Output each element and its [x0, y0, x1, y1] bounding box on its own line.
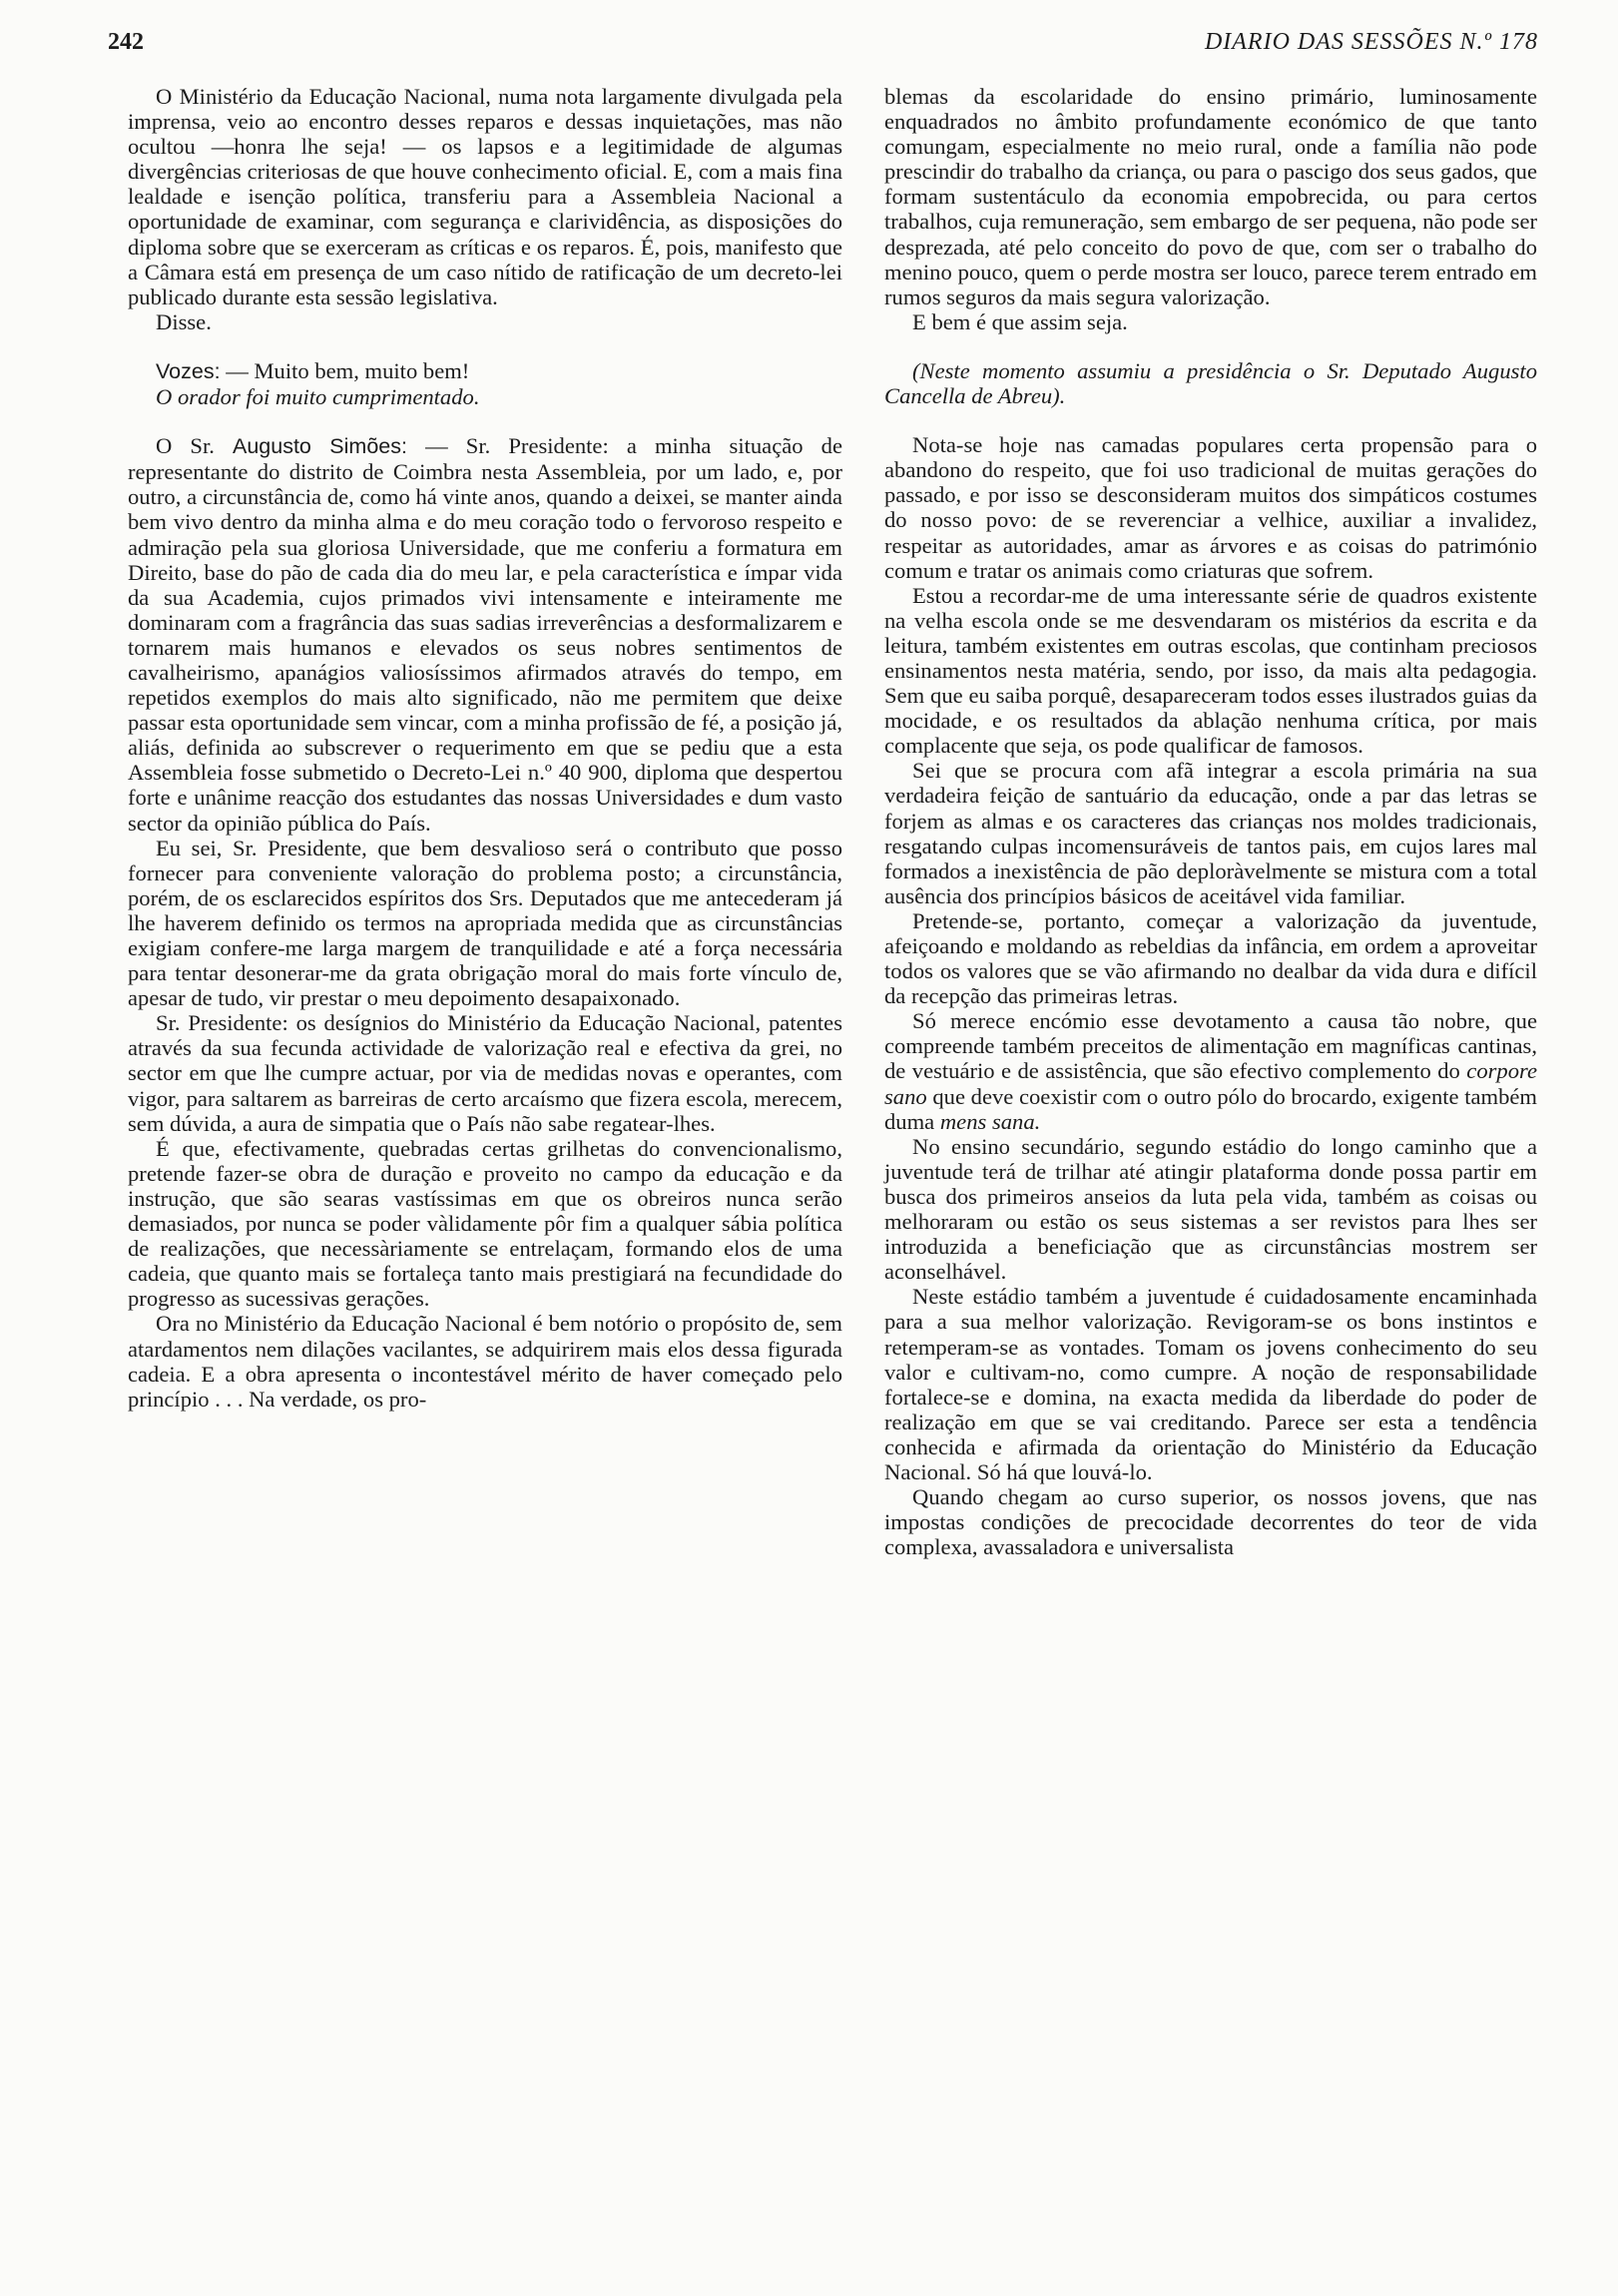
speaker-prefix: O Sr.	[156, 433, 215, 459]
paragraph: O Ministério da Educação Nacional, numa nota largamente divulgada pela imprensa, veio ao encontro desses reparos e dessas inquietações, mas não ocultou —honra lhe seja! — os lapsos e a legitimidade de algumas divergências criteriosas de que houve conhecimento oficial. E, com a mais fina lealdade e isenção política, transferiu para a Assembleia Nacional a oportunidade de examinar, com segurança e clarividência, as disposições do diploma sobre que se exerceram as críticas e os reparos. É, pois, manifesto que a Câmara está em presença de um caso nítido de ratificação de um decreto-lei publicado durante esta sessão legislativa.	[128, 84, 842, 309]
left-column	[128, 84, 842, 1412]
paragraph: Neste estádio também a juventude é cuidadosamente encaminhada para a sua melhor valorização. Revigoram-se os bons instintos e retemperam-se as vontades. Tomam os jovens conhecimento do seu valor e cultivam-no, como cumpre. A noção de responsabilidade fortalece-se e domina, na exacta medida da liberdade do poder de realização em que se vai creditando. Parece ser esta a tendência conhecida e afirmada da orientação do Ministério da Educação Nacional. Só há que louvá-lo.	[884, 1284, 1537, 1484]
paragraph: É que, efectivamente, quebradas certas grilhetas do convencionalismo, pretende fazer-se obra de duração e proveito no campo da educação e da instrução, que são searas vastíssimas em que os obreiros nunca serão demasiados, por nunca se poder vàlidamente pôr fim a qualquer sábia política de realizações, que necessàriamente se entrelaçam, formando elos de uma cadeia, que quanto mais se fortaleça tanto mais prestigiará na fecundidade do progresso as sucessivas gerações.	[128, 1135, 842, 1312]
page-header	[108, 22, 1538, 62]
paragraph: Sei que se procura com afã integrar a escola primária na sua verdadeira feição de santuário da educação, onde a par das letras se forjem as almas e os caracteres das crianças nos moldes tradicionais, resgatando culpas incomensuráveis de tantos pais, em cujos lares mal formados a inexistência de pão deploràvelmente se mistura com a total ausência dos princípios básicos de aceitável vida familiar.	[884, 758, 1537, 908]
speech-closing: Disse.	[156, 308, 212, 334]
paragraph	[884, 1008, 1537, 1133]
speech-opening	[128, 433, 842, 836]
paragraph: Quando chegam ao curso superior, os nossos jovens, que nas impostas condições de precocidade decorrentes do teor de vida complexa, avassaladora e universalista	[884, 1484, 1537, 1560]
paragraph: Pretende-se, portanto, começar a valorização da juventude, afeiçoando e moldando as rebeldias da infância, em ordem a aproveitar todos os valores que se vão afirmando no dealbar da vida dura e difícil da recepção das primeiras letras.	[884, 907, 1537, 1009]
voices-line	[128, 358, 842, 384]
paragraph: Nota-se hoje nas camadas populares certa propensão para o abandono do respeito, que foi uso tradicional de muitas gerações do passado, e por isso se desconsideram muitos dos simpáticos costumes do nosso povo: de se reverenciar a velhice, auxiliar a invalidez, respeitar as autoridades, amar as árvores e as coisas do património comum e tratar os animais como criaturas que sofrem.	[884, 432, 1537, 583]
latin-phrase: mens sana.	[939, 1108, 1041, 1134]
speaker-name: Augusto Simões:	[233, 434, 407, 459]
paragraph: Sr. Presidente: os desígnios do Ministério da Educação Nacional, patentes através da sua fecunda actividade de valorização real e efectiva da grei, no sector em que lhe cumpre actuar, por via de medidas novas e operantes, com vigor, para saltarem as barreiras de certo arcaísmo que fizera escola, merecem, sem dúvida, a aura de simpatia que o País não sabe regatear-lhes.	[128, 1010, 842, 1136]
page-number: 242	[108, 29, 144, 55]
paragraph: No ensino secundário, segundo estádio do longo caminho que a juventude terá de trilhar até atingir plataforma donde possa partir em busca dos primeiros anseios da luta pela vida, também as coisas ou melhoraram ou estão os seus sistemas a ser revistos para lhes ser introduzida a beneficiação que as circunstâncias mostrem ser aconselhável.	[884, 1133, 1537, 1285]
paragraph-continued: blemas da escolaridade do ensino primário, luminosamente enquadrados no âmbito profundamente económico de que tanto comungam, especialmente no meio rural, onde a família não pode prescindir do trabalho da criança, ou para o pascigo dos seus gados, que formam sustentáculo da economia empobrecida, ou para certos trabalhos, cuja remuneração, sem embargo de ser pequena, não pode ser desprezada, até pelo conceito do povo de que, com ser o trabalho do menino pouco, quem o perde mostra ser louco, parece terem entrado em rumos seguros da mais segura valorização.	[884, 84, 1537, 309]
paragraph-text: que deve coexistir com o outro pólo do brocardo, exigente também duma	[884, 1083, 1537, 1134]
presidency-note: (Neste momento assumiu a presidência o Sr. Deputado Augusto Cancella de Abreu).	[884, 357, 1537, 409]
paragraph: Estou a recordar-me de uma interessante série de quadros existente na velha escola onde se me desvendaram os mistérios da escrita e da leitura, também existentes em outras escolas, que continham preciosos ensinamentos nesta matéria, sendo, por isso, da mais alta pedagogia. Sem que eu saiba porquê, desapareceram todos esses ilustrados guias da mocidade, e os resultados da ablação nenhuma crítica, por mais complacente que seja, os pode qualificar de famosos.	[884, 582, 1537, 759]
paragraph-text: Só merece encómio esse devotamento a causa tão nobre, que compreende também preceitos de alimentação em magníficas cantinas, de vestuário e de assistência, que são efectivo complemento do	[884, 1008, 1537, 1084]
paragraph: E bem é que assim seja.	[912, 308, 1128, 334]
paragraph: Ora no Ministério da Educação Nacional é bem notório o propósito de, sem atardamentos nem dilações vacilantes, se adquirirem mais elos dessa figurada cadeia. E a obra apresenta o incontestável mérito de haver começado pelo princípio . . . Na verdade, os pro-	[128, 1311, 842, 1412]
voices-text: — Muito bem, muito bem!	[226, 357, 470, 383]
paragraph: Eu sei, Sr. Presidente, que bem desvalioso será o contributo que posso fornecer para conveniente valoração do problema posto; a circunstância, porém, de os esclarecidos espíritos dos Srs. Deputados que me antecederam já lhe haverem definido os termos na apropriada medida que as circunstâncias exigiam confere-me larga margem de tranquilidade e até a força necessária para tentar desonerar-me da grata obrigação moral do mais forte vínculo de, apesar de tudo, vir prestar o meu depoimento desapaixonado.	[128, 835, 842, 1011]
running-head: DIARIO DAS SESSÕES N.º 178	[1204, 29, 1538, 55]
speech-text: — Sr. Presidente: a minha situação de representante do distrito de Coimbra nesta Assembleia, por um lado, e, por outro, a circunstância de, como há vinte anos, quando a deixei, se manter ainda bem vivo dentro da minha alma e do meu coração todo o fervoroso respeito e admiração pela sua gloriosa Universidade, que me conferiu a formatura em Direito, base do pão de cada dia do meu lar, e pela característica e ímpar vida da sua Academia, cujos primados vivi intensamente e inteiramente me dominaram com a fragrância das suas sadias irreverências a desformalizarem e tornarem mais humanos e elevados os seus nobres sentimentos de cavalheirismo, apanágios valiosíssimos afirmados através do tempo, em repetidos exemplos do mais alto significado, não me permitem que deixe passar esta oportunidade sem vincar, com a minha profissão de fé, a posição já, aliás, definida ao subscrever o requerimento em que se pediu que a esta Assembleia fosse submetido o Decreto-Lei n.º 40 900, diploma que despertou forte e unânime reacção dos estudantes das nossas Universidades e dum vasto sector da opinião pública do País.	[128, 433, 842, 836]
right-column	[884, 84, 1537, 1559]
latin-phrase: corpore sano	[884, 1058, 1537, 1109]
applause-note: O orador foi muito cumprimentado.	[156, 384, 480, 410]
voices-label: Vozes:	[156, 358, 221, 383]
